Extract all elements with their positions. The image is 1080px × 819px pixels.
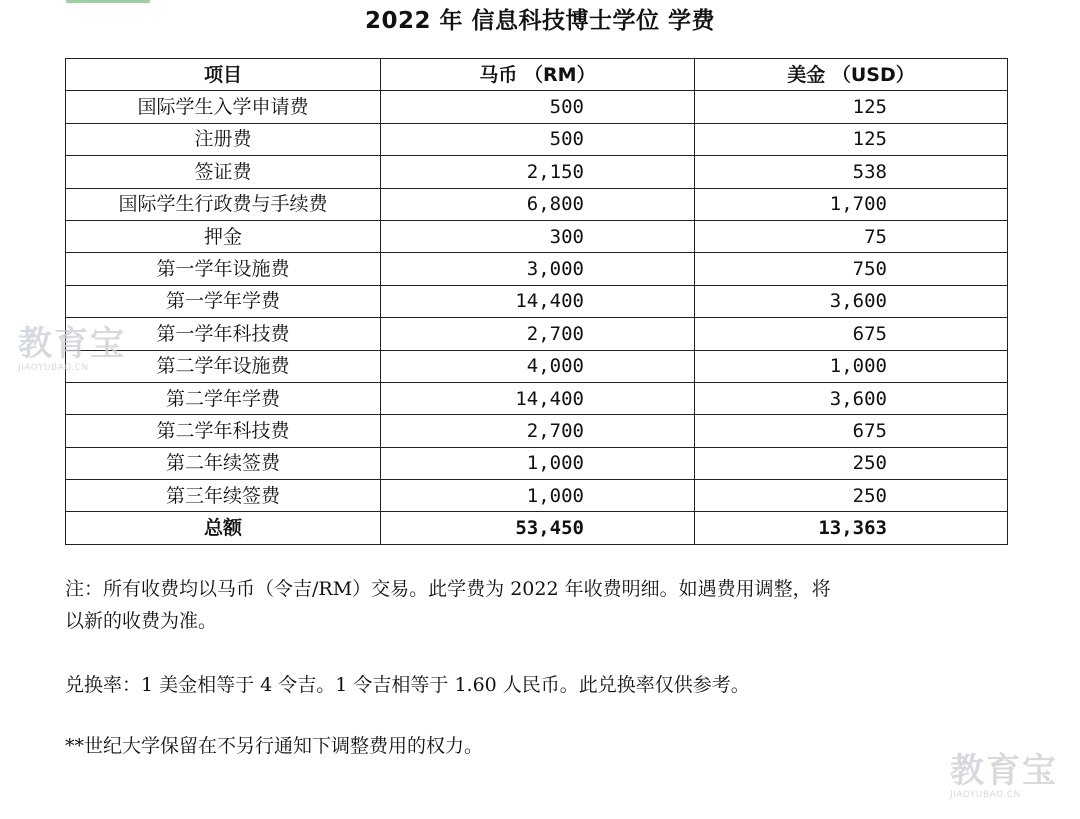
fee-amount-rm: 2,700 bbox=[381, 415, 695, 447]
fee-item-name: 国际学生行政费与手续费 bbox=[66, 188, 381, 220]
header-rm: 马币 （RM） bbox=[381, 59, 695, 91]
fee-amount-usd: 250 bbox=[695, 480, 1008, 512]
table-row bbox=[66, 253, 1008, 285]
fee-amount-rm: 500 bbox=[381, 91, 695, 123]
total-row bbox=[66, 512, 1008, 544]
fee-amount-rm: 14,400 bbox=[381, 382, 695, 414]
fee-item-name: 第一学年设施费 bbox=[66, 253, 381, 285]
fee-amount-rm: 2,150 bbox=[381, 156, 695, 188]
exchange-rate-note: 兑换率：1 美金相等于 4 令吉。1 令吉相等于 1.60 人民币。此兑换率仅供参考。 bbox=[65, 674, 750, 696]
watermark-domain: JIAOYUBAO.CN bbox=[18, 363, 89, 373]
fee-item-name: 第二年续签费 bbox=[66, 447, 381, 479]
header-item: 项目 bbox=[66, 59, 381, 91]
watermark-domain: JIAOYUBAO.CN bbox=[950, 790, 1021, 800]
total-rm: 53,450 bbox=[381, 512, 695, 544]
note-paragraph bbox=[65, 573, 1015, 637]
fee-amount-usd: 125 bbox=[695, 123, 1008, 155]
fee-amount-usd: 1,700 bbox=[695, 188, 1008, 220]
fee-table bbox=[65, 58, 1008, 545]
note-line-1: 注：所有收费均以马币（令吉/RM）交易。此学费为 2022 年收费明细。如遇费用调整，将 bbox=[65, 578, 831, 600]
fee-amount-rm: 1,000 bbox=[381, 447, 695, 479]
table-row bbox=[66, 285, 1008, 317]
fee-amount-usd: 250 bbox=[695, 447, 1008, 479]
fee-amount-rm: 1,000 bbox=[381, 480, 695, 512]
table-row bbox=[66, 156, 1008, 188]
fee-amount-usd: 3,600 bbox=[695, 285, 1008, 317]
fee-item-name: 第二学年科技费 bbox=[66, 415, 381, 447]
table-row bbox=[66, 188, 1008, 220]
fee-amount-rm: 14,400 bbox=[381, 285, 695, 317]
fee-amount-rm: 300 bbox=[381, 220, 695, 252]
watermark-logo-text: 教育宝 bbox=[950, 751, 1058, 791]
fee-item-name: 押金 bbox=[66, 220, 381, 252]
total-label: 总额 bbox=[66, 512, 381, 544]
fee-amount-usd: 750 bbox=[695, 253, 1008, 285]
fee-item-name: 第二学年设施费 bbox=[66, 350, 381, 382]
table-row bbox=[66, 123, 1008, 155]
table-row bbox=[66, 415, 1008, 447]
fee-amount-usd: 75 bbox=[695, 220, 1008, 252]
fee-item-name: 注册费 bbox=[66, 123, 381, 155]
fee-item-name: 第二学年学费 bbox=[66, 382, 381, 414]
fee-amount-usd: 538 bbox=[695, 156, 1008, 188]
fee-amount-usd: 1,000 bbox=[695, 350, 1008, 382]
fee-amount-usd: 675 bbox=[695, 318, 1008, 350]
watermark-logo-text: 教育宝 bbox=[18, 324, 126, 364]
fee-amount-rm: 6,800 bbox=[381, 188, 695, 220]
fee-amount-rm: 500 bbox=[381, 123, 695, 155]
table-header-row bbox=[66, 59, 1008, 91]
fee-table-body bbox=[66, 91, 1008, 544]
fee-item-name: 签证费 bbox=[66, 156, 381, 188]
table-row bbox=[66, 447, 1008, 479]
total-usd: 13,363 bbox=[695, 512, 1008, 544]
fee-item-name: 国际学生入学申请费 bbox=[66, 91, 381, 123]
note-line-2: 以新的收费为准。 bbox=[65, 610, 218, 632]
table-row bbox=[66, 382, 1008, 414]
reserve-rights-note: **世纪大学保留在不另行通知下调整费用的权力。 bbox=[65, 735, 484, 757]
table-row bbox=[66, 350, 1008, 382]
fee-amount-rm: 3,000 bbox=[381, 253, 695, 285]
header-usd: 美金 （USD） bbox=[695, 59, 1008, 91]
fee-amount-usd: 675 bbox=[695, 415, 1008, 447]
table-row bbox=[66, 480, 1008, 512]
fee-item-name: 第三年续签费 bbox=[66, 480, 381, 512]
fee-amount-usd: 125 bbox=[695, 91, 1008, 123]
fee-amount-rm: 2,700 bbox=[381, 318, 695, 350]
fee-item-name: 第一学年科技费 bbox=[66, 318, 381, 350]
fee-amount-usd: 3,600 bbox=[695, 382, 1008, 414]
fee-amount-rm: 4,000 bbox=[381, 350, 695, 382]
fee-item-name: 第一学年学费 bbox=[66, 285, 381, 317]
table-row bbox=[66, 220, 1008, 252]
page-title: 2022 年 信息科技博士学位 学费 bbox=[364, 8, 716, 34]
top-accent-line bbox=[66, 0, 150, 3]
table-row bbox=[66, 91, 1008, 123]
table-row bbox=[66, 318, 1008, 350]
